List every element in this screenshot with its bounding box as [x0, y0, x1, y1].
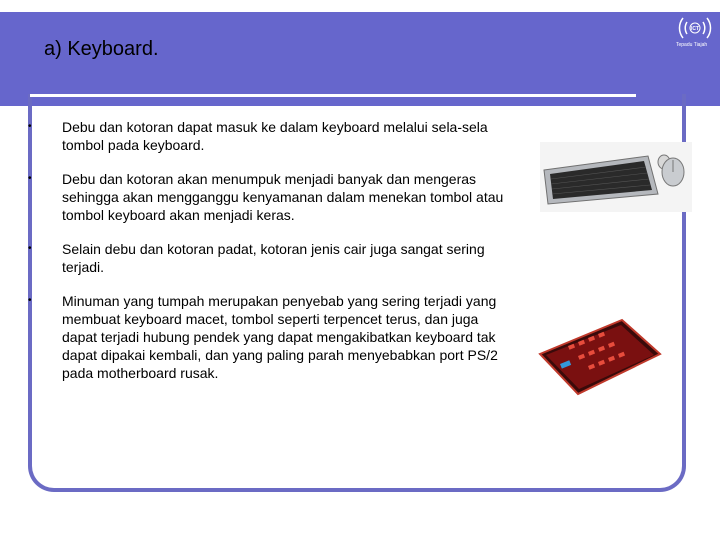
slide-title: a) Keyboard.: [44, 38, 159, 60]
list-item-text: Minuman yang tumpah merupakan penyebab yang sering terjadi yang membuat keyboard macet, tombol seperti terpencet terus, dan juga dapat terjadi hubung pendek yang dapat mengakibatkan keyboard tak dapat dipakai kembali, dan yang paling parah menyebabkan port PS/2 pada motherboard rusak.: [62, 293, 498, 381]
list-item-text: Debu dan kotoran akan menumpuk menjadi banyak dan mengeras sehingga akan mengganggu kenyamanan dalam menekan tombol atau tombol keyboard akan menjadi keras.: [62, 171, 504, 223]
list-item: [22, 240, 514, 276]
bullet-list: [22, 118, 514, 398]
list-item-text: Debu dan kotoran dapat masuk ke dalam keyboard melalui sela-sela tombol pada keyboard.: [62, 119, 488, 153]
list-item: [22, 292, 514, 382]
bullet-marker: •: [28, 295, 32, 306]
header-rule: [30, 94, 636, 97]
list-item: [22, 118, 514, 154]
list-item: [22, 170, 514, 224]
bullet-marker: •: [28, 173, 32, 184]
silver-keyboard-with-mouse-image: [540, 142, 692, 212]
list-item-text: Selain debu dan kotoran padat, kotoran jenis cair juga sangat sering terjadi.: [62, 241, 485, 275]
logo-caption: Tepadu Tiajah: [676, 42, 708, 48]
bullet-marker: •: [28, 243, 32, 254]
red-illuminated-keyboard-image: [538, 314, 662, 402]
svg-text:ICT: ICT: [690, 26, 700, 32]
bullet-marker: •: [28, 121, 32, 132]
ict-logo-icon: [672, 12, 718, 56]
